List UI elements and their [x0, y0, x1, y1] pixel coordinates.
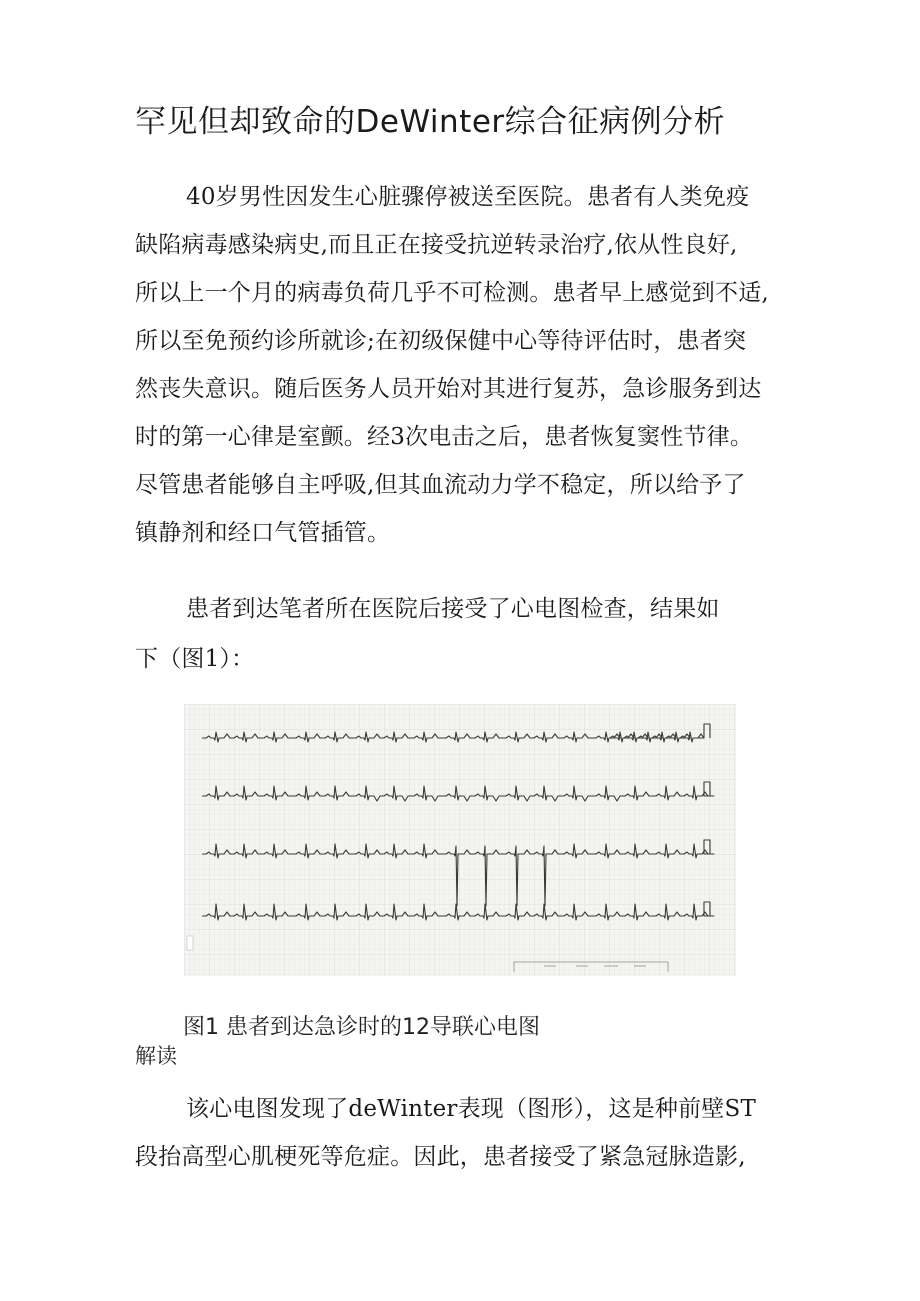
paragraph-line: 患者到达笔者所在医院后接受了心电图检查，结果如 [186, 596, 720, 622]
figure-caption: 图1 患者到达急诊时的12导联心电图 [183, 1015, 540, 1040]
ecg-figure [184, 704, 736, 976]
paragraph-line: 该心电图发现了deWinter表现（图形），这是种前壁ST [186, 1096, 756, 1122]
paragraph-line: 尽管患者能够自主呼吸,但其血流动力学不稳定，所以给予了 [135, 472, 746, 498]
paragraph-line: 时的第一心律是室颤。经3次电击之后，患者恢复窦性节律。 [135, 424, 754, 450]
ecg-tracing-image [184, 704, 736, 976]
paragraph-line: 镇静剂和经口气管插管。 [135, 520, 391, 546]
paragraph-line: 40岁男性因发生心脏骤停被送至医院。患者有人类免疫 [186, 184, 750, 210]
paragraph-line: 下（图1）： [135, 646, 255, 672]
paragraph-line: 所以至免预约诊所就诊;在初级保健中心等待评估时，患者突 [135, 328, 747, 354]
section-heading: 解读 [135, 1044, 177, 1068]
paragraph-line: 缺陷病毒感染病史,而且正在接受抗逆转录治疗,依从性良好, [135, 232, 738, 258]
ecg-marker [187, 936, 193, 950]
paragraph-line: 所以上一个月的病毒负荷几乎不可检测。患者早上感觉到不适, [135, 280, 769, 306]
paragraph-line: 然丧失意识。随后医务人员开始对其进行复苏，急诊服务到达 [135, 376, 762, 402]
paragraph-line: 段抬高型心肌梗死等危症。因此，患者接受了紧急冠脉造影, [135, 1144, 746, 1170]
document-title: 罕见但却致命的DeWinter综合征病例分析 [135, 104, 726, 140]
